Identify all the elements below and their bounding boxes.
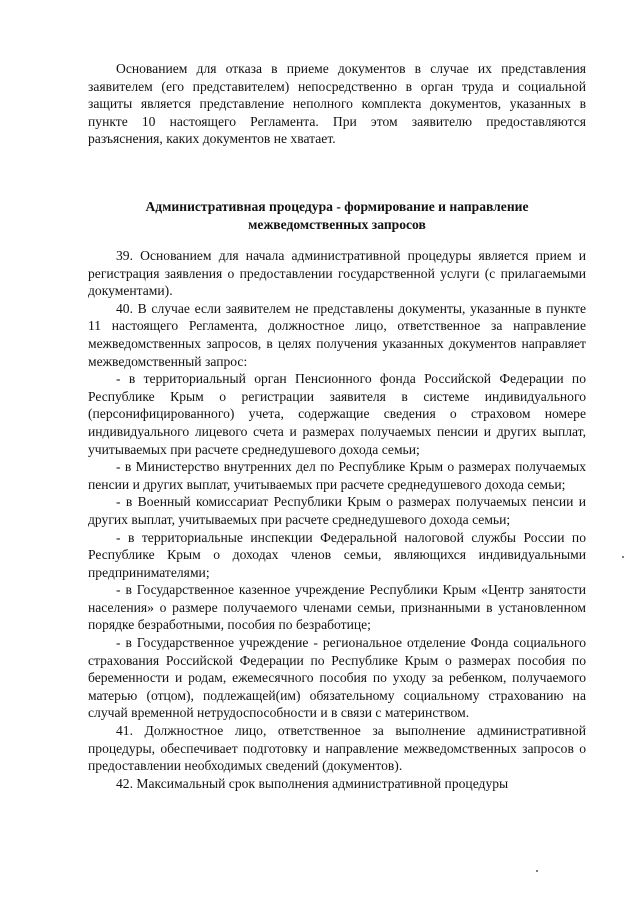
paragraph-41: 41. Должностное лицо, ответственное за выполнение административной процедуры, обеспечивает подготовку и направление межведомственных запросов о предоставлении необходимых сведений (документов). [88, 723, 586, 774]
scan-speck [536, 870, 538, 872]
list-item-tax-inspection: - в территориальные инспекции Федеральной налоговой службы России по Республике Крым о доходах членов семьи, являющихся индивидуальными предпринимателями; [88, 529, 586, 580]
scan-speck [622, 556, 624, 558]
section-heading [88, 198, 586, 234]
list-item-military-commissariat: - в Военный комиссариат Республики Крым о размерах получаемых пенсии и других выплат, учитываемых при расчете среднедушевого дохода семьи; [88, 494, 586, 527]
list-item-interior-ministry: - в Министерство внутренних дел по Республике Крым о размерах получаемых пенсии и других выплат, учитываемых при расчете среднедушевого дохода семьи; [88, 459, 586, 492]
intro-block [88, 60, 586, 148]
section-heading-line-1: Административная процедура - формирование и направление [145, 199, 529, 214]
list-item-pension-fund: - в территориальный орган Пенсионного фонда Российской Федерации по Республике Крым о регистрации заявителя в системе индивидуального (персонифицированного) учета, содержащие сведения о страховом номере индивидуального лицевого счета и размерах получаемых пенсии и других выплат, учитываемых при расчете среднедушевого дохода семьи; [88, 371, 586, 457]
list-item-employment-center: - в Государственное казенное учреждение Республики Крым «Центр занятости населения» о размере получаемого членами семьи, признанными в установленном порядке безработными, пособия по безработице; [88, 582, 586, 633]
list-item-social-insurance-fund: - в Государственное учреждение - региональное отделение Фонда социального страхования Российской Федерации по Республике Крым о размерах пособия по беременности и родам, ежемесячного пособия по уходу за ребенком, получаемого матерью (отцом), подлежащей(им) обязательному социальному страхованию на случай временной нетрудоспособности и в связи с материнством. [88, 635, 586, 721]
paragraph-42: 42. Максимальный срок выполнения административной процедуры [116, 775, 509, 791]
paragraph-39: 39. Основанием для начала административной процедуры является прием и регистрация заявления о предоставлении государственной услуги (с прилагаемыми документами). [88, 248, 586, 299]
intro-paragraph: Основанием для отказа в приеме документов в случае их представления заявителем (его представителем) непосредственно в орган труда и социальной защиты является представление неполного комплекта документов, указанных в пункте 10 настоящего Регламента. При этом заявителю предоставляются разъяснения, каких документов не хватает. [88, 61, 586, 147]
section-body [88, 247, 586, 792]
section-heading-line-2: межведомственных запросов [248, 217, 426, 232]
paragraph-40: 40. В случае если заявителем не представлены документы, указанные в пункте 11 настоящего Регламента, должностное лицо, ответственное за направление межведомственных запросов, в целях получения указанных документов направляет межведомственный запрос: [88, 300, 586, 369]
